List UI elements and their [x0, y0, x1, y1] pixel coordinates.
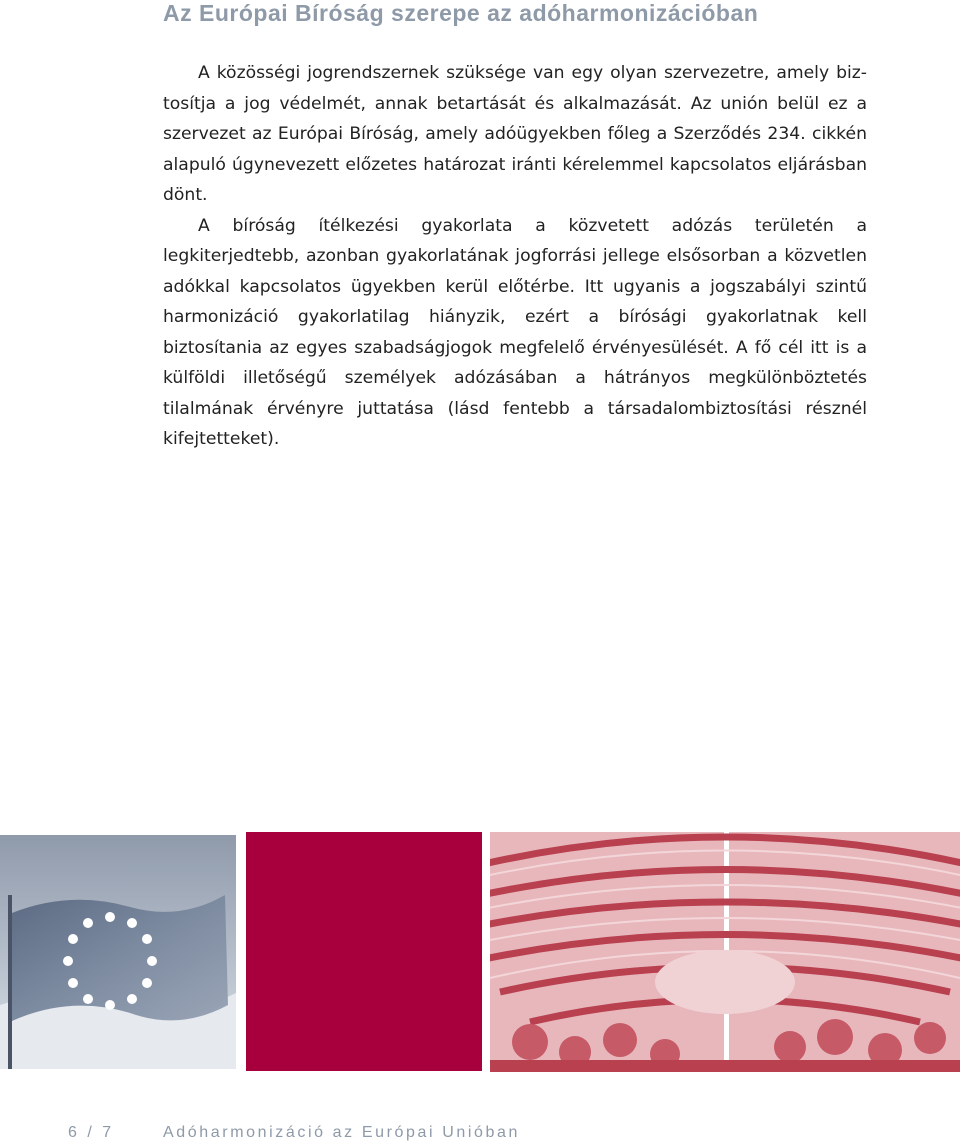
parliament-photo	[490, 832, 960, 1072]
footer-title: Adóharmonizáció az Európai Unióban	[163, 1124, 521, 1141]
eu-flag-icon	[0, 835, 236, 1069]
page-heading: Az Európai Bíróság szerepe az adóharmonizációban	[163, 0, 759, 26]
body-text	[163, 58, 867, 455]
page-number: 6 / 7	[68, 1124, 115, 1141]
paragraph-1: A közösségi jogrendszernek szüksége van egy olyan szervezetre, amely biztosítja a jog védelmét, annak betartását és alkalmazását. Az unión belül ez a szervezet az Európai Bíróság, amely adóügyekben főleg a Szerződés 234. cikkén alapuló úgynevezett előzetes határozat iránti kérelemmel kapcsolatos eljárásban dönt.	[163, 63, 867, 205]
parliament-chamber-icon	[490, 832, 960, 1072]
image-strip	[0, 830, 960, 1072]
accent-block	[246, 832, 482, 1071]
page-footer	[68, 1124, 521, 1142]
paragraph-2: A bíróság ítélkezési gyakorlata a közvetett adózás területén a legkiterjedtebb, azonban gyakorlatának jogforrási jellege elsősorban a közvetlen adókkal kapcsolatos ügyekben kerül előtérbe. Itt ugyanis a jogszabályi szintű harmonizáció gyakorlatilag hiányzik, ezért a bírósági gyakorlatnak kell biztosítania az egyes szabadságjogok megfelelő érvényesülését. A fő cél itt is a külföldi illetőségű személyek adózásában a hátrányos megkülönböztetés tilalmának érvényre juttatása (lásd fentebb a társadalombiztosítási résznél kifejtetteket).	[163, 215, 867, 449]
eu-flag-photo	[0, 835, 236, 1069]
accent-square-icon	[246, 832, 482, 1071]
